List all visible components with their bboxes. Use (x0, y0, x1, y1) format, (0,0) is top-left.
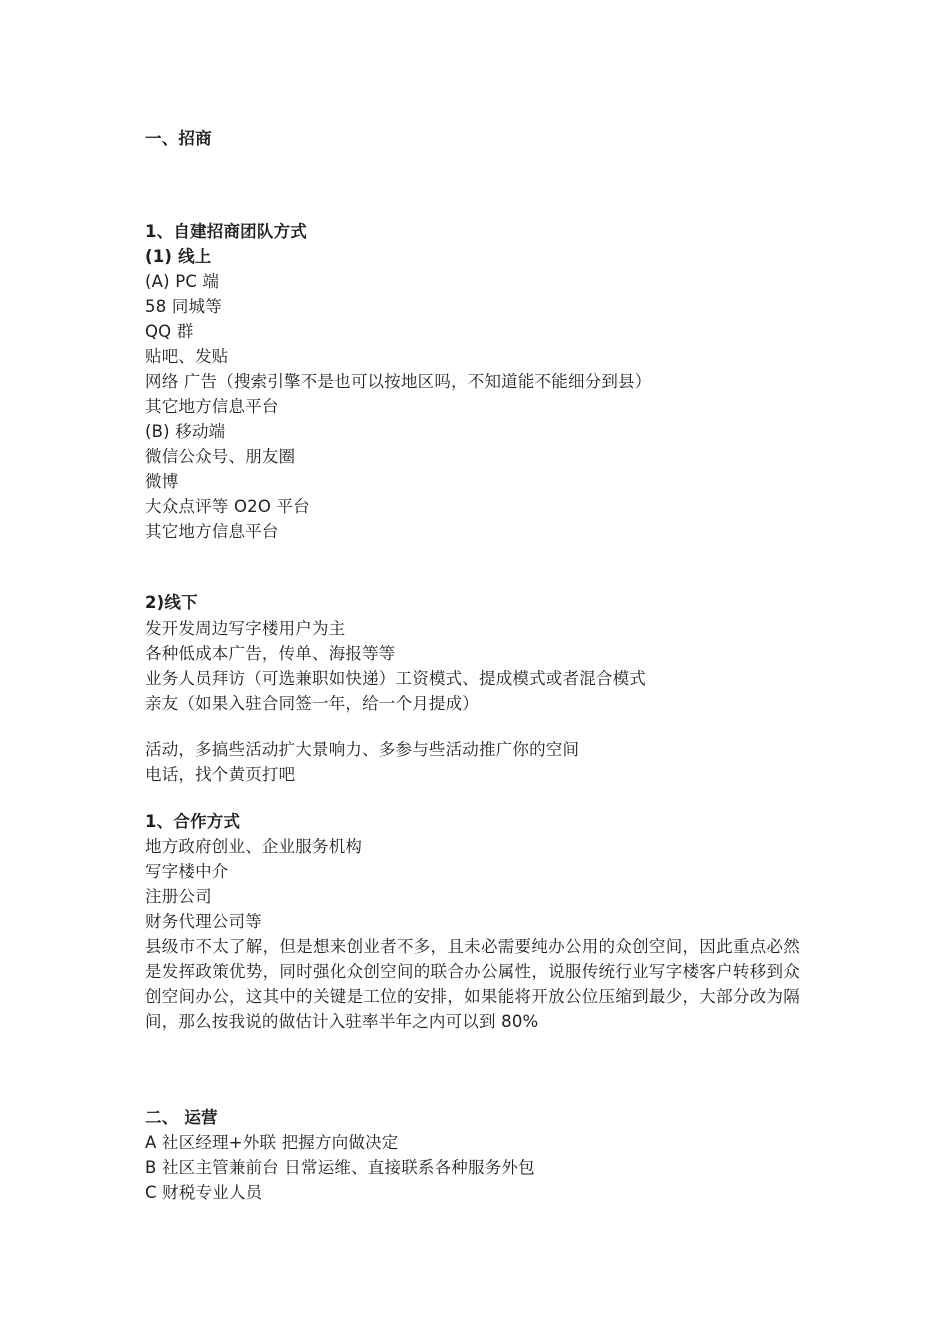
list-item: QQ 群 (145, 322, 194, 341)
list-item: 其它地方信息平台 (145, 522, 279, 541)
list-item: 写字楼中介 (145, 862, 229, 881)
list-item: 地方政府创业、企业服务机构 (145, 837, 363, 856)
list-item: 财务代理公司等 (145, 912, 262, 931)
pc-title: (A) PC 端 (145, 272, 220, 291)
heading-recruitment: 一、招商 (145, 129, 212, 148)
list-item: 活动，多搞些活动扩大景响力、多参与些活动推广你的空间 (145, 740, 580, 759)
list-item: 贴吧、发贴 (145, 347, 229, 366)
coop-title: 1、合作方式 (145, 812, 241, 831)
list-item: 亲友（如果入驻合同签一年，给一个月提成） (145, 694, 479, 713)
heading-operations: 二、 运营 (145, 1108, 218, 1127)
list-item: 58 同城等 (145, 297, 222, 316)
list-item: 大众点评等 O2O 平台 (145, 497, 310, 516)
list-item: 电话，找个黄页打吧 (145, 765, 296, 784)
online-title: (1) 线上 (145, 247, 212, 266)
list-item: C 财税专业人员 (145, 1183, 263, 1202)
list-item: A 社区经理+外联 把握方向做决定 (145, 1133, 399, 1152)
list-item: 注册公司 (145, 887, 212, 906)
list-item: 发开发周边写字楼用户为主 (145, 619, 346, 638)
list-item: 其它地方信息平台 (145, 397, 279, 416)
list-item: 微信公众号、朋友圈 (145, 447, 296, 466)
list-item: B 社区主管兼前台 日常运维、直接联系各种服务外包 (145, 1158, 535, 1177)
list-item: 网络 广告（搜索引擎不是也可以按地区吗，不知道能不能细分到县） (145, 372, 652, 391)
mobile-title: (B) 移动端 (145, 422, 226, 441)
list-item: 微博 (145, 472, 179, 491)
offline-title: 2)线下 (145, 593, 198, 612)
list-item: 业务人员拜访（可选兼职如快递）工资模式、提成模式或者混合模式 (145, 669, 646, 688)
coop-paragraph: 县级市不太了解，但是想来创业者不多，且未必需要纯办公用的众创空间，因此重点必然是发挥政策优势，同时强化众创空间的联合办公属性，说服传统行业写字楼客户转移到众创空间办公，这其中的关键是工位的安排，如果能将开放公位压缩到最少，大部分改为隔间，那么按我说的做估计入驻率半年之内可以到 80% (145, 937, 800, 1031)
list-item: 各种低成本广告，传单、海报等等 (145, 644, 396, 663)
section-own-team-title: 1、自建招商团队方式 (145, 222, 307, 241)
